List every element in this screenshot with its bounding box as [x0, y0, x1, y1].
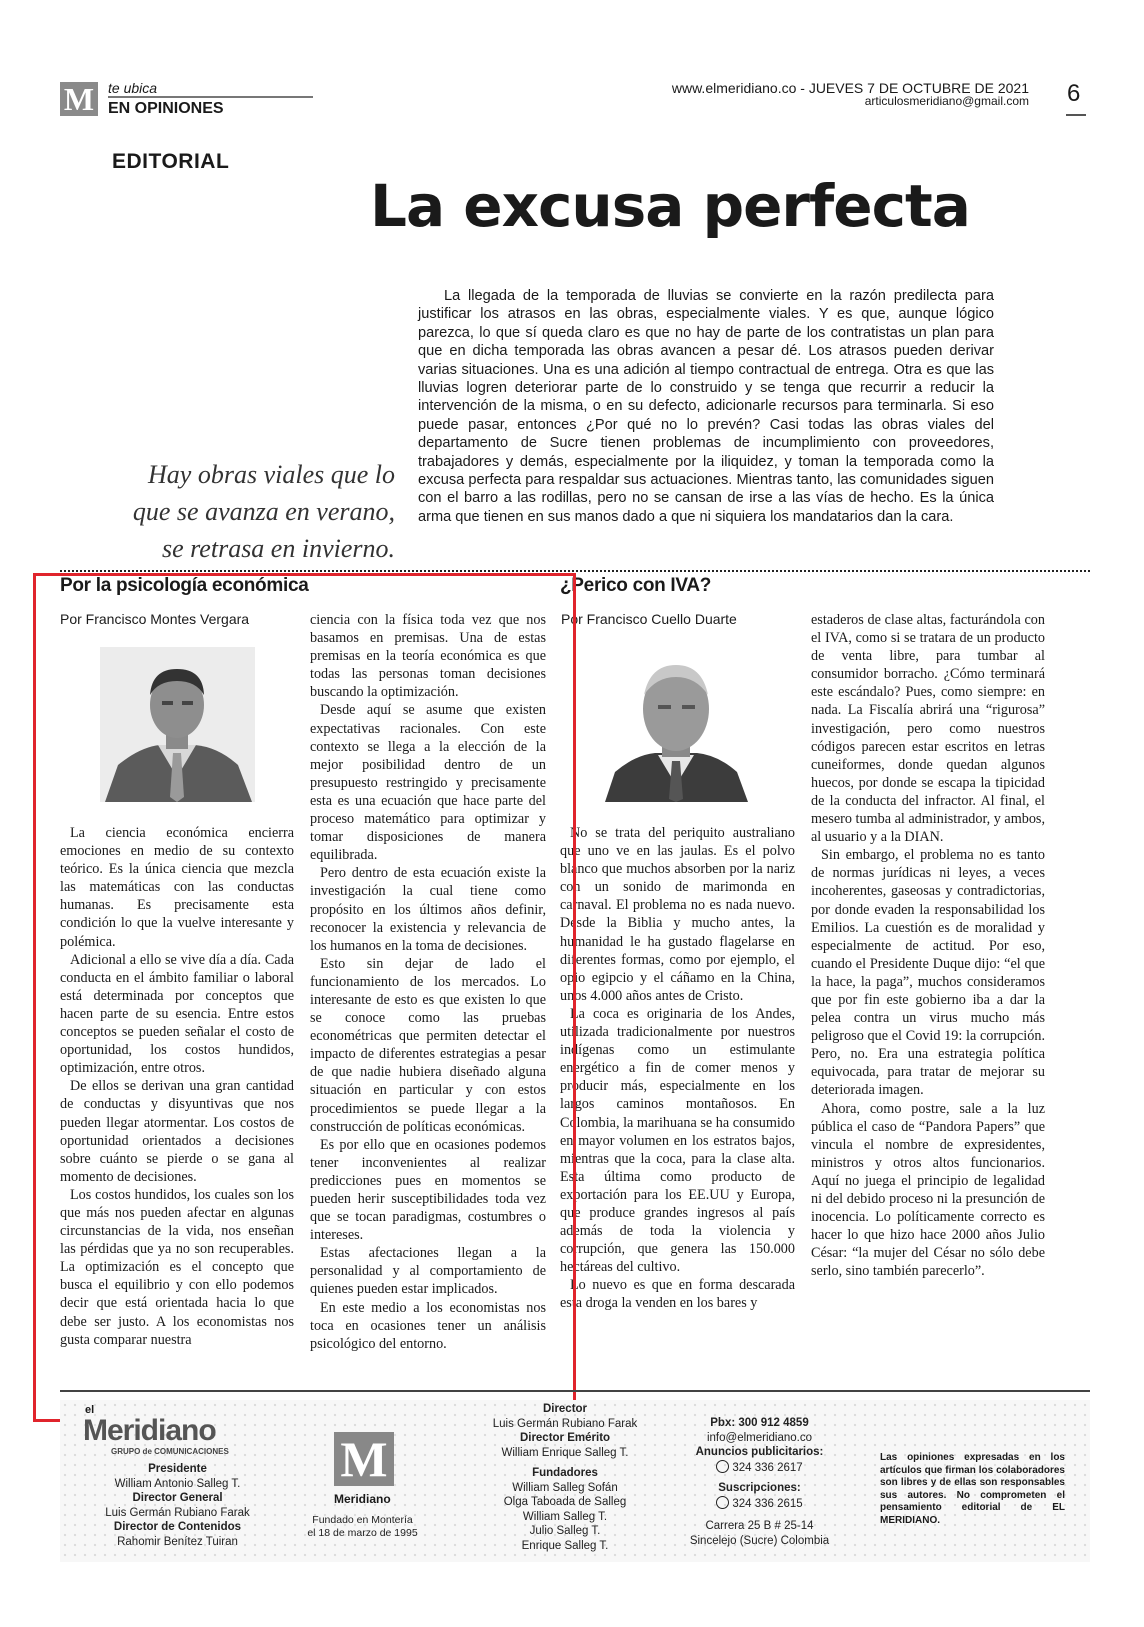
- pbx-phone[interactable]: Pbx: 300 912 4859: [710, 1417, 809, 1429]
- section-separator: [60, 570, 1090, 572]
- article1-col1-paragraph: De ellos se derivan una gran cantidad de conductas y disyuntivas que nos pueden llegar atormentar. Los costos de oportunidad orientados a decisiones sobre cuánto se pierde o se gana al momento de decisiones.: [60, 1078, 294, 1185]
- footer-founded: [300, 1514, 425, 1540]
- article2-byline: Por Francisco Cuello Duarte: [561, 611, 737, 627]
- emerito-label: Director Emérito: [519, 1432, 611, 1444]
- suscripciones-phone[interactable]: [672, 1496, 847, 1512]
- address-line-2: Sincelejo (Sucre) Colombia: [689, 1534, 830, 1547]
- fundador-name: Enrique Salleg T.: [521, 1539, 609, 1552]
- address-line-1: Carrera 25 B # 25-14: [705, 1520, 814, 1532]
- presidente-label: Presidente: [148, 1463, 207, 1475]
- footer-divider: [60, 1390, 1090, 1392]
- article2-title: ¿Perico con IVA?: [560, 575, 712, 596]
- author-portrait-icon: [600, 647, 752, 802]
- fundadores-label: Fundadores: [532, 1467, 598, 1479]
- article2-author-photo: [600, 647, 752, 802]
- article2-column-1: [560, 824, 795, 1313]
- info-email[interactable]: info@elmeridiano.co: [706, 1431, 812, 1444]
- page-number: 6: [1067, 80, 1081, 107]
- footer-m-logo-icon: M: [334, 1432, 394, 1486]
- article1-col2-paragraph: Esto sin dejar de lado el funcionamiento de los mercados. Lo interesante de esto es que existen lo que se conoce como las pruebas econométricas que permiten detectar el impacto de diferentes estrategias a pesar de que nadie hubiera diseñado alguna situación en particular y con estos procedimientos se puede llegar a la construcción de políticas económicas.: [310, 955, 546, 1135]
- fundador-name: Julio Salleg T.: [529, 1525, 601, 1537]
- director-name: Luis Germán Rubiano Farak: [492, 1417, 638, 1430]
- editorial-body: La llegada de la temporada de lluvias se convierte en la razón predilecta para justificar los atrasos en las obras, especialmente viales. Y es que, aunque lógico parezca, lo que sí queda claro es que no hay de parte de los contratistas un plan para que en dicha temporada las obras avancen a pesar dé. Los atrasos pueden derivar varias situaciones. Una es una adición al tiempo contractual de entrega. Otra es que las lluvias logren deteriorar parte de lo construido y se tenga que recurrir a reducir la intervención de la misma, o en su defecto, adicionarle recursos para terminarla. Si eso puede pasar, entonces ¿Por qué no lo prevén? Casi todas las obras viales del departamento de Sucre tienen problemas de incumplimiento con proveedores, trabajadores y demás, especialmente por la iliquidez, y toman la temporada como la excusa perfecta para respaldar sus actuaciones. Mientras tanto, las comunidades siguen con el barro a las rodillas, pero no se cansan de irse a las vías de hecho. Es la única arma que tienen en sus manos dado a que ni siquiera los mandatarios dan la cara.: [418, 288, 994, 525]
- article1-col1-paragraph: La ciencia económica encierra emociones en medio de su contexto teórico. Es la única ciencia que mezcla las matemáticas con las conductas humanas. Es precisamente esta condición lo que la vuelve interesante y polémica.: [60, 825, 294, 950]
- founded-line-2: el 18 de marzo de 1995: [307, 1527, 418, 1539]
- footer-contacts: [672, 1416, 847, 1548]
- article2-col1-paragraph: La coca es originaria de los Andes, utilizada tradicionalmente por nuestros indígenas como un estimulante energético a fin de comer menos y producir más, especialmente en los largos caminos montañosos. En Colombia, la marihuana se ha consumido en mayor volumen en los estratos bajos, mientras que la coca, para la clase alta. Esta última como producto de exportación para los EE.UU y Europa, que produce grandes ingresos al país además de toda la violencia y corrupción, que genera las 150.000 hectáreas del cultivo.: [560, 1005, 795, 1276]
- whatsapp-icon: [716, 1496, 729, 1509]
- article1-col2-paragraph: Desde aquí se asume que existen expectativas racionales. Con este contexto se llega a la elección de la mejor posibilidad dentro de un presupuesto restringido y precisamente esta es una ecuación que hace parte del proceso matemático para optimizar y tomar disposiciones de manera equilibrada.: [310, 702, 546, 864]
- article1-col2-paragraph: Estas afectaciones llegan a la personalidad y al comportamiento de quienes pueden estar implicados.: [310, 1245, 546, 1298]
- suscripciones-phone-number: 324 336 2615: [732, 1497, 803, 1510]
- suscripciones-label: Suscripciones:: [718, 1482, 801, 1494]
- section-divider: [108, 96, 313, 98]
- article1-col1-paragraph: Adicional a ello se vive día a día. Cada conducta en el ámbito familiar o laboral está determinada por conceptos que hacen parte de su esencia. Entre estos conceptos se pueden señalar el costo de oportunidad, los costos hundidos, optimización, entre otros.: [60, 951, 294, 1077]
- page-number-underline: [1066, 114, 1086, 116]
- director-label: Director: [542, 1403, 588, 1415]
- article1-byline: Por Francisco Montes Vergara: [60, 611, 250, 627]
- contact-email[interactable]: articulosmeridiano@gmail.com: [864, 94, 1029, 108]
- fundador-name: William Salleg T.: [522, 1510, 608, 1523]
- article1-col2-paragraph: Pero dentro de esta ecuación existe la investigación la cual tiene como propósito en los últimos años definir, reconocer la existencia y relevancia de los humanos en la toma de decisiones.: [310, 865, 546, 954]
- footer-brand-subtitle: GRUPO de COMUNICACIONES: [111, 1447, 229, 1456]
- fundador-name: Olga Taboada de Salleg: [503, 1496, 627, 1508]
- article2-col1-paragraph: No se trata del periquito australiano que uno ve en las jaulas. Es el polvo blanco que muchos absorben por la nariz con un sonido de marimonda en carnaval. El problema no es nada nuevo. Desde la Biblia y mucho antes, la humanidad le ha gustado flagelarse en diferentes formas, como por ejemplo, el opio egipcio y el cáñamo en la China, unos 4.000 años antes de Cristo.: [560, 825, 795, 1004]
- editorial-pullquote: Hay obras viales que lo que se avanza en verano, se retrasa en invierno.: [132, 460, 395, 563]
- footer-disclaimer: Las opiniones expresadas en los artículos que firman los colaboradores son libres y de ellas son responsables sus autores. No comprometen el pensamiento editorial de EL MERIDIANO.: [880, 1452, 1065, 1526]
- article1-title: Por la psicología económica: [60, 575, 309, 596]
- footer-staff-left: [75, 1462, 280, 1549]
- director-general-name: Luis Germán Rubiano Farak: [105, 1506, 250, 1519]
- article2-col1-paragraph: Lo nuevo es que en forma descarada esta droga la venden en los bares y: [560, 1277, 795, 1312]
- article1-col2-lead: ciencia con la física toda vez que nos basamos en premisas. Una de estas premisas en la teoría económica es que todas las personas toman decisiones buscando la optimización.: [310, 612, 546, 701]
- article1-col2-paragraph: En este medio a los economistas nos toca en ocasiones tener un análisis psicológico del entorno.: [310, 1299, 546, 1352]
- highlight-box: [33, 573, 576, 1422]
- footer-brand-logo: Meridiano: [83, 1414, 216, 1447]
- footer-mid-brand: Meridiano: [334, 1492, 391, 1506]
- website-and-date[interactable]: www.elmeridiano.co - JUEVES 7 DE OCTUBRE DE 2021: [671, 80, 1029, 96]
- whatsapp-icon: [716, 1460, 729, 1473]
- anuncios-phone[interactable]: [672, 1460, 847, 1476]
- founded-line-1: Fundado en Montería: [312, 1514, 413, 1526]
- emerito-name: William Enrique Salleg T.: [501, 1446, 629, 1459]
- fundador-name: William Salleg Sofán: [512, 1481, 618, 1494]
- article2-column-2: [811, 611, 1045, 1280]
- section-name: EN OPINIONES: [108, 100, 224, 117]
- footer-staff-center: [470, 1402, 660, 1553]
- editorial-headline: La excusa perfecta: [370, 172, 970, 240]
- article1-col1-paragraph: Los costos hundidos, los cuales son los que más nos pueden afectar en algunas circunstancias de la vida, nos enseñan las pérdidas que ya no son recuperables. La optimización es el concepto que busca el equilibrio y con ello podemos decir que está orientada hacia lo que debe ser justo. A los economistas nos gusta comparar nuestra: [60, 1186, 294, 1348]
- anuncios-phone-number: 324 336 2617: [732, 1461, 803, 1474]
- director-contenidos-label: Director de Contenidos: [113, 1521, 242, 1533]
- director-general-label: Director General: [132, 1492, 223, 1504]
- article1-col2-paragraph: Es por ello que en ocasiones podemos tener inconvenientes al realizar predicciones pues en momentos se pueden herir susceptibilidades toda vez que se tocan paradigmas, costumbres o intereses.: [310, 1136, 546, 1244]
- article2-col2-lead: estaderos de clase altas, facturándola con el IVA, como si se tratara de un producto de venta libre, para tumbar al consumidor borracho. ¿Cómo terminará este escándalo? Pues, como siempre: en nada. La Fiscalía abrirá una “rigurosa” investigación, pero como nuestros códigos parecen estar escritos en letras cuneiformes, donde quedan algunos huecos, por donde se escapa la tipicidad de la conducta del infractor. Al final, el mesero tumba al administrador, y ambos, al usuario y a la DIAN.: [811, 612, 1045, 846]
- anuncios-label: Anuncios publicitarios:: [695, 1446, 824, 1458]
- footer-brand-article: el: [85, 1404, 95, 1416]
- director-contenidos-name: Rahomir Benítez Tuiran: [117, 1535, 238, 1548]
- section-kicker: te ubica: [108, 80, 158, 96]
- editorial-label: EDITORIAL: [112, 150, 230, 173]
- article2-col2-paragraph: Ahora, como postre, sale a la luz pública el caso de “Pandora Papers” que vincula el nombre de expresidentes, ministros y otros altos funcionarios. Aquí no juega el principio de legalidad ni del debido proceso ni la presunción de inocencia. Lo políticamente correcto es hacer lo que hizo hace 2000 años Julio César: “la mujer del César no sólo debe serlo, sino también parecerlo”.: [811, 1100, 1045, 1280]
- newspaper-logo-icon: M: [60, 82, 98, 116]
- presidente-name: William Antonio Salleg T.: [114, 1477, 241, 1490]
- article2-col2-paragraph: Sin embargo, el problema no es tanto de normas jurídicas ni leyes, a veces incoherentes, gaseosas y contradictorias, por donde evaden la responsabilidad los Emilios. La cuestión es de moralidad y especialmente de actitud. Por eso, cuando el Presidente Duque dijo: “el que la hace, la paga”, muchos consideramos que por fin este gobierno iba a dar la pelea contra un virus mucho más peligroso que el Covid 19: la corrupción. Pero, no. Era una estrategia política equivocada, para tratar de mejorar su deteriorada imagen.: [811, 847, 1045, 1099]
